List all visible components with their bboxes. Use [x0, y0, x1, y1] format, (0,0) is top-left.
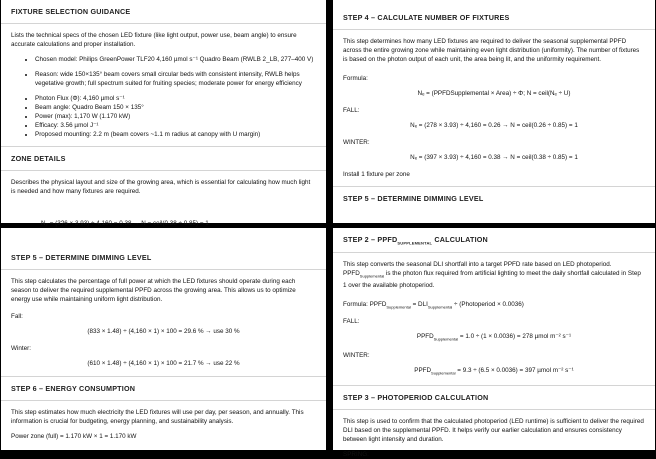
- section-intro: This step converts the seasonal DLI shortfall into a target PPFD rate based on LED photoperiod. $PPFD_{Supplemental}$ is the photon flux required from artificial lighting to meet the daily shortfall calculated in Step 1 over the available photoperiod.: [343, 261, 641, 289]
- divider: [1, 23, 326, 24]
- list-item: • Beam angle: Quadro Beam 150 × 135°: [35, 103, 316, 112]
- list-item: • Proposed mounting: 2.2 m (beam covers ~1.1 m radius at canopy with U margin): [35, 130, 316, 139]
- section-intro: Describes the physical layout and size of the growing area, which is essential for calculating how much light is needed and how many fixtures are required.: [11, 179, 311, 195]
- formula: Nₑ = (PPFDSupplemental × Area) ÷ Φ; N = ceil(Nₑ ÷ U): [417, 90, 571, 97]
- season-label: WINTER:: [343, 139, 370, 146]
- divider: [1, 269, 326, 270]
- section-intro: Lists the technical specs of the chosen LED fixture (like light output, power use, beam angle) to ensure accurate calculations and proper installation.: [11, 32, 297, 48]
- section-heading: STEP 4 – CALCULATE NUMBER OF FIXTURES: [343, 13, 510, 22]
- section-intro: This step estimates how much electricity the LED fixtures will use per day, per season, and annually. This information is crucial for budgeting, energy planning, and sustainability analysis.: [11, 409, 304, 425]
- section-heading: STEP 3 – PHOTOPERIOD CALCULATION: [343, 393, 489, 403]
- list-item: • Reason: wide 150×135° beam covers small circular beds with consistent intensity, RWLB helps vegetative growth; full spectrum suited for fruiting species; moderate power for energy efficiency: [35, 70, 316, 88]
- season-label: FALL:: [343, 107, 360, 114]
- clipped-equation: N₂ = (3?6 × 3.93) ÷ 4,160 = 0.38 → N = ceil(0.38 ÷ 0.85) = 1: [41, 220, 209, 227]
- formula-label: Formula:: [343, 75, 368, 82]
- divider: [1, 400, 326, 401]
- section-heading: STEP 6 – ENERGY CONSUMPTION: [11, 384, 136, 393]
- section-heading: STEP 5 – DETERMINE DIMMING LEVEL: [11, 253, 152, 262]
- divider: [333, 385, 655, 386]
- equation: (833 × 1.48) ÷ (4,160 × 1) × 100 = 29.6 % → use 30 %: [87, 328, 240, 335]
- divider: [1, 170, 326, 171]
- fixture-count-panel: [333, 0, 655, 223]
- list-item: • Photon Flux (Φ): 4,160 µmol s⁻¹: [35, 94, 316, 103]
- season-label: WINTER:: [343, 352, 370, 360]
- section-intro: This step calculates the percentage of full power at which the LED fixtures should operate during each season to deliver the required supplemental PPFD across the growing area. This allows us to optimize energy use while maintaining uniform light distribution.: [11, 278, 296, 303]
- divider: [333, 252, 655, 253]
- power-line: Power zone (full) = 1.170 kW × 1 = 1.170 kW: [11, 433, 137, 440]
- section-heading: STEP 5 – DETERMINE DIMMING LEVEL: [343, 194, 484, 203]
- result-text: Install 1 fixture per zone: [343, 171, 410, 178]
- equation: $PPFD_{Supplemental} = 1.0 \div (1 \times 0.0036) = 278$ µmol m⁻² s⁻¹: [416, 332, 572, 342]
- list-item: • Efficacy: 3.56 µmol J⁻¹: [35, 121, 316, 130]
- list-item: • Chosen model: Philips GreenPower TLF20 4,160 µmol s⁻¹ Quadro Beam (RWLB 2_LB, 277–400 V): [35, 55, 316, 64]
- divider: [1, 376, 326, 377]
- equation: Nₑ = (278 × 3.93) ÷ 4,160 = 0.26 → N = ceil(0.26 ÷ 0.85) = 1: [410, 122, 578, 129]
- fixture-spec-list: [11, 55, 316, 139]
- dimming-panel: [1, 228, 326, 450]
- section-heading: ZONE DETAILS: [11, 154, 66, 163]
- season-label: Winter:: [11, 345, 31, 352]
- season-label: Fall:: [11, 313, 23, 320]
- section-intro: This step determines how many LED fixtures are required to deliver the seasonal supplemental PPFD across the entire growing zone while maintaining even light distribution (uniformity). The number of fixtures is based on the photon output of each unit, the area being lit, and the uniformity requirement.: [343, 38, 640, 63]
- divider: [333, 186, 655, 187]
- fixture-selection-panel: [1, 0, 326, 227]
- formula: Formula: $PPFD_{Supplemental} = DLI_{Supplemental}$ ÷ (Photoperiod × 0.0036): [343, 300, 524, 309]
- equation: (610 × 1.48) ÷ (4,160 × 1) × 100 = 21.7 % → use 22 %: [87, 360, 240, 367]
- list-item: • Power (max): 1,170 W (1.170 kW): [35, 112, 316, 121]
- equation: $PPFD_{Supplemental} = 9.3 \div (6.5 \times 0.0036) = 397$ µmol m⁻² s⁻¹: [414, 367, 574, 376]
- divider: [333, 29, 655, 30]
- section-heading: STEP $2 - PPFD_{SUPPLEMENTAL}$ CALCULATION: [343, 235, 488, 246]
- season-label: SPRING:: [343, 451, 369, 459]
- season-label: FALL:: [343, 317, 360, 325]
- section-intro: This step is used to confirm that the calculated photoperiod (LED runtime) is sufficient to deliver the required DLI based on the supplemental PPFD. It helps verify our earlier calculation and ensures consistency between light intensity and duration.: [343, 418, 644, 444]
- section-heading: FIXTURE SELECTION GUIDANCE: [11, 7, 131, 16]
- divider: [333, 409, 655, 410]
- divider: [1, 146, 326, 147]
- ppfd-panel: [333, 228, 655, 459]
- equation: Nₑ = (397 × 3.93) ÷ 4,160 = 0.38 → N = ceil(0.38 ÷ 0.85) = 1: [410, 154, 578, 161]
